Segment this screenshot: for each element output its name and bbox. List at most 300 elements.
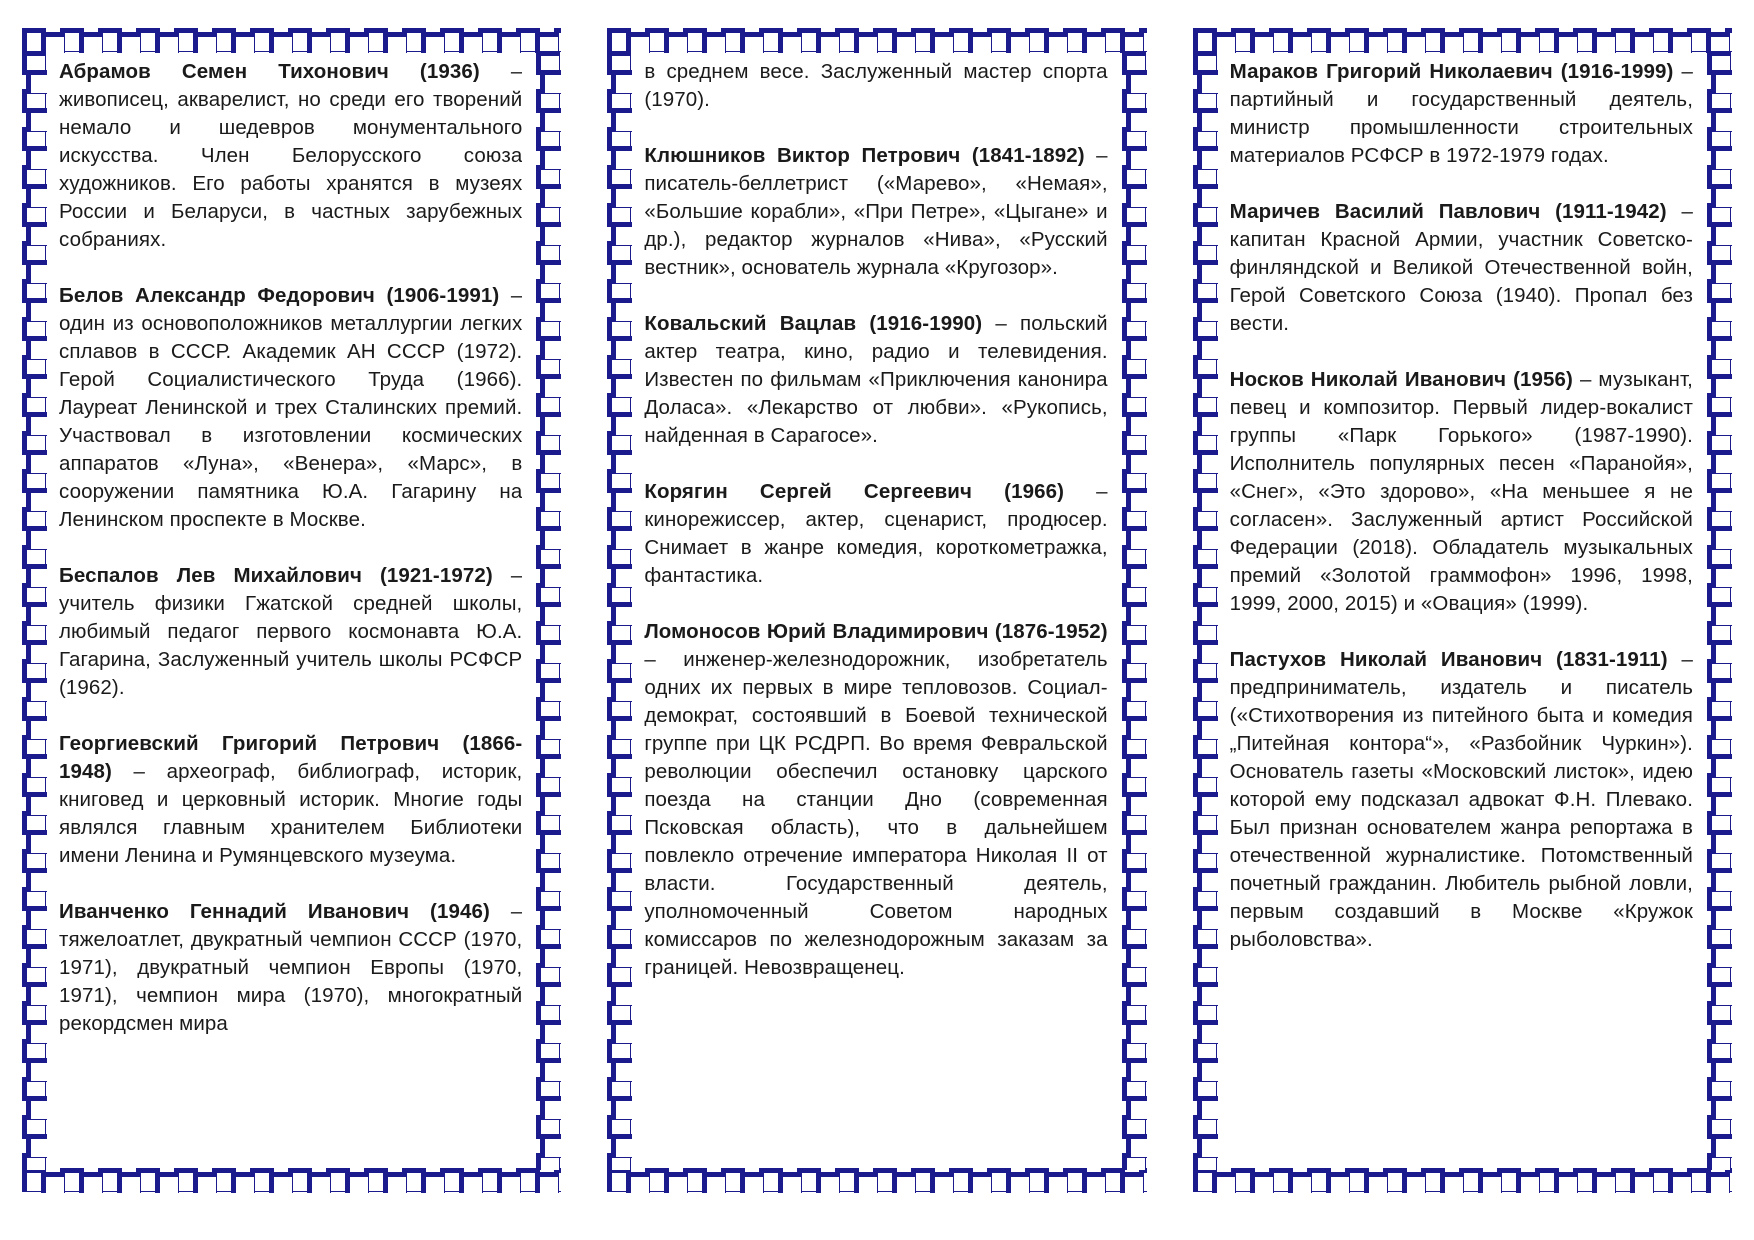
- border-square-icon: [26, 488, 47, 512]
- biography-entry: [1230, 366, 1693, 618]
- border-square-icon: [1197, 70, 1218, 94]
- border-square-icon: [1711, 716, 1732, 740]
- border-square-icon: [987, 28, 1011, 52]
- border-square-icon: [1711, 792, 1732, 816]
- border-square-icon: [1126, 336, 1147, 360]
- border-square-icon: [1711, 564, 1732, 588]
- border-square-icon: [536, 963, 560, 987]
- border-square-icon: [1126, 1134, 1147, 1158]
- border-square-icon: [459, 32, 483, 53]
- border-square-icon: [250, 28, 274, 52]
- border-square-icon: [345, 32, 369, 53]
- border-square-icon: [1197, 944, 1218, 968]
- border-square-icon: [1197, 868, 1218, 892]
- border-square-icon: [1707, 431, 1731, 455]
- border-square-icon: [212, 28, 236, 52]
- border-square-icon: [540, 868, 561, 892]
- border-square-icon: [1126, 70, 1147, 94]
- border-square-icon: [326, 28, 350, 52]
- border-square-icon: [1668, 32, 1692, 53]
- border-square-icon: [1707, 393, 1731, 417]
- border-square-icon: [536, 849, 560, 873]
- border-square-icon: [1193, 887, 1217, 911]
- border-square-icon: [1573, 28, 1597, 52]
- border-square-icon: [607, 925, 631, 949]
- border-square-icon: [1706, 1172, 1730, 1193]
- border-square-icon: [607, 773, 631, 797]
- border-square-icon: [1122, 507, 1146, 531]
- border-square-icon: [1326, 32, 1350, 53]
- border-square-icon: [1535, 1168, 1559, 1192]
- entry-name: Мараков Григорий Николаевич (1916-1999): [1229, 60, 1674, 83]
- border-square-icon: [873, 1168, 897, 1192]
- border-square-icon: [1711, 868, 1732, 892]
- border-square-icon: [1516, 32, 1540, 53]
- border-square-icon: [611, 602, 632, 626]
- border-square-icon: [1044, 32, 1068, 53]
- border-square-icon: [1197, 108, 1218, 132]
- entry-body: – тяжелоатлет, двукратный чемпион СССР (1970, 1971), двукратный чемпион Европы (1970, 1971), чемпион мира (1970), многократный рекордсмен мира: [59, 900, 523, 1035]
- border-square-icon: [1193, 1001, 1217, 1025]
- border-square-icon: [1668, 1172, 1692, 1193]
- border-square-icon: [611, 1020, 632, 1044]
- biography-entry: [59, 730, 522, 870]
- border-square-icon: [1193, 127, 1217, 151]
- border-square-icon: [607, 431, 631, 455]
- border-square-icon: [540, 564, 561, 588]
- border-square-icon: [540, 222, 561, 246]
- border-square-icon: [702, 32, 726, 53]
- border-square-icon: [1193, 51, 1217, 75]
- border-square-icon: [1440, 32, 1464, 53]
- border-square-icon: [797, 1168, 821, 1192]
- border-strip: [607, 1168, 1146, 1193]
- border-square-icon: [1193, 925, 1217, 949]
- border-square-icon: [1707, 355, 1731, 379]
- border-square-icon: [1126, 716, 1147, 740]
- border-square-icon: [892, 32, 916, 53]
- entry-name: Ломоносов Юрий Владимирович (1876-1952): [644, 620, 1108, 643]
- border-square-icon: [1725, 28, 1732, 52]
- border-square-icon: [540, 336, 561, 360]
- border-square-icon: [1707, 1077, 1731, 1101]
- border-square-icon: [307, 1172, 331, 1193]
- entry-name: Ковальский Вацлав (1916-1990): [644, 312, 983, 335]
- border-square-icon: [1122, 203, 1146, 227]
- border-square-icon: [1126, 1058, 1147, 1082]
- border-square-icon: [1122, 963, 1146, 987]
- border-square-icon: [1630, 1172, 1654, 1193]
- border-square-icon: [1383, 1168, 1407, 1192]
- border-square-icon: [26, 260, 47, 284]
- border-square-icon: [1122, 1153, 1146, 1170]
- border-square-icon: [1193, 355, 1217, 379]
- border-square-icon: [26, 868, 47, 892]
- border-square-icon: [1193, 241, 1217, 265]
- biography-entry: [644, 310, 1107, 450]
- border-square-icon: [1711, 754, 1732, 778]
- border-square-icon: [1711, 146, 1732, 170]
- border-square-icon: [497, 1172, 521, 1193]
- border-square-icon: [1122, 393, 1146, 417]
- border-square-icon: [1122, 1001, 1146, 1025]
- border-square-icon: [949, 28, 973, 52]
- border-square-icon: [26, 412, 47, 436]
- border-square-icon: [1126, 640, 1147, 664]
- entry-name: Маричев Василий Павлович (1911-1942): [1229, 200, 1667, 223]
- border-strip: [22, 1168, 561, 1193]
- entry-body: – инженер-железнодорожник, изобретатель одних их первых в мире тепловозов. Социал-демократ, состоявший в Боевой технической группе при ЦК РСДРП. Во время Февральской революции обеспечил остановку царского поезда на станции Дно (современная Псковская область), что в дальнейшем повлекло отречение императора Николая II от власти. Государственный деятель, уполномоченный Советом народных комиссаров по железнодорожным заказам за границей. Невозвращенец.: [644, 648, 1108, 979]
- border-strip: [22, 51, 47, 1170]
- border-square-icon: [1707, 583, 1731, 607]
- border-square-icon: [1288, 32, 1312, 53]
- border-square-icon: [607, 28, 631, 52]
- border-square-icon: [540, 146, 561, 170]
- border-square-icon: [949, 1168, 973, 1192]
- border-square-icon: [797, 28, 821, 52]
- border-square-icon: [611, 982, 632, 1006]
- border-square-icon: [1193, 469, 1217, 493]
- biography-entry: [644, 58, 1107, 114]
- border-square-icon: [540, 906, 561, 930]
- column-1-content: [59, 58, 522, 1163]
- border-square-icon: [26, 716, 47, 740]
- border-square-icon: [79, 32, 103, 53]
- entry-body: в среднем весе. Заслуженный мастер спорта (1970).: [644, 60, 1108, 111]
- border-square-icon: [987, 1168, 1011, 1192]
- biography-entry: [1230, 646, 1693, 954]
- border-square-icon: [540, 298, 561, 322]
- border-square-icon: [1707, 203, 1731, 227]
- border-square-icon: [536, 51, 560, 75]
- border-square-icon: [1122, 773, 1146, 797]
- border-square-icon: [1122, 849, 1146, 873]
- border-square-icon: [1711, 70, 1732, 94]
- border-square-icon: [721, 1168, 745, 1192]
- border-square-icon: [402, 28, 426, 52]
- border-square-icon: [1402, 1172, 1426, 1193]
- border-square-icon: [611, 1096, 632, 1120]
- border-square-icon: [193, 32, 217, 53]
- border-square-icon: [1250, 1172, 1274, 1193]
- border-square-icon: [250, 1168, 274, 1192]
- border-square-icon: [26, 792, 47, 816]
- border-square-icon: [607, 1001, 631, 1025]
- border-square-icon: [364, 1168, 388, 1192]
- border-square-icon: [1687, 28, 1711, 52]
- border-square-icon: [1126, 906, 1147, 930]
- border-square-icon: [1126, 450, 1147, 474]
- border-square-icon: [611, 298, 632, 322]
- border-square-icon: [1025, 1168, 1049, 1192]
- border-square-icon: [536, 735, 560, 759]
- border-square-icon: [1402, 32, 1426, 53]
- border-square-icon: [683, 1168, 707, 1192]
- border-square-icon: [1345, 1168, 1369, 1192]
- border-square-icon: [536, 507, 560, 531]
- border-square-icon: [26, 298, 47, 322]
- entry-body: – музыкант, певец и композитор. Первый лидер-вокалист группы «Парк Горького» (1987-1990). Исполнитель популярных песен «Паранойя», «Снег», «Это здорово», «На меньшее я не согласен». Заслуженный артист Российской Федерации (2018). Обладатель музыкальных премий «Золотой граммофон» 1996, 1998, 1999, 2000, 2015) и «Овация» (1999).: [1229, 368, 1693, 615]
- border-square-icon: [136, 28, 160, 52]
- border-square-icon: [1554, 1172, 1578, 1193]
- border-square-icon: [968, 32, 992, 53]
- border-square-icon: [611, 1134, 632, 1158]
- border-square-icon: [1193, 507, 1217, 531]
- border-square-icon: [1711, 526, 1732, 550]
- border-square-icon: [536, 127, 560, 151]
- border-square-icon: [607, 51, 631, 75]
- border-square-icon: [22, 241, 46, 265]
- border-square-icon: [611, 260, 632, 284]
- border-strip: [1122, 51, 1147, 1170]
- border-square-icon: [1535, 28, 1559, 52]
- border-square-icon: [911, 1168, 935, 1192]
- border-square-icon: [1122, 279, 1146, 303]
- border-square-icon: [536, 1001, 560, 1025]
- border-square-icon: [540, 792, 561, 816]
- border-square-icon: [22, 1039, 46, 1063]
- border-square-icon: [611, 640, 632, 664]
- border-square-icon: [873, 28, 897, 52]
- border-square-icon: [1516, 1172, 1540, 1193]
- border-square-icon: [540, 982, 561, 1006]
- border-square-icon: [1707, 317, 1731, 341]
- border-square-icon: [41, 1172, 65, 1193]
- border-square-icon: [1197, 1058, 1218, 1082]
- border-square-icon: [536, 89, 560, 113]
- border-square-icon: [22, 583, 46, 607]
- border-square-icon: [1122, 545, 1146, 569]
- border-square-icon: [1063, 1168, 1087, 1192]
- border-square-icon: [497, 32, 521, 53]
- border-square-icon: [540, 260, 561, 284]
- border-square-icon: [269, 1172, 293, 1193]
- border-square-icon: [540, 488, 561, 512]
- border-square-icon: [440, 28, 464, 52]
- border-square-icon: [535, 1172, 559, 1193]
- border-square-icon: [1707, 887, 1731, 911]
- border-square-icon: [536, 621, 560, 645]
- border-square-icon: [26, 564, 47, 588]
- entry-name: Корягин Сергей Сергеевич (1966): [644, 480, 1064, 503]
- border-square-icon: [611, 374, 632, 398]
- border-square-icon: [626, 1172, 650, 1193]
- border-square-icon: [1193, 1153, 1217, 1170]
- border-square-icon: [1197, 1134, 1218, 1158]
- border-square-icon: [536, 773, 560, 797]
- border-square-icon: [607, 165, 631, 189]
- border-square-icon: [364, 28, 388, 52]
- border-square-icon: [1126, 678, 1147, 702]
- border-square-icon: [607, 963, 631, 987]
- border-square-icon: [1711, 830, 1732, 854]
- border-square-icon: [540, 830, 561, 854]
- border-square-icon: [1122, 583, 1146, 607]
- border-square-icon: [1193, 963, 1217, 987]
- border-square-icon: [1711, 336, 1732, 360]
- border-square-icon: [611, 412, 632, 436]
- border-square-icon: [1478, 1172, 1502, 1193]
- border-square-icon: [611, 108, 632, 132]
- border-square-icon: [22, 697, 46, 721]
- border-square-icon: [1122, 89, 1146, 113]
- border-square-icon: [1711, 488, 1732, 512]
- border-square-icon: [911, 28, 935, 52]
- border-square-icon: [478, 1168, 502, 1192]
- border-square-icon: [1126, 488, 1147, 512]
- border-square-icon: [516, 28, 540, 52]
- border-square-icon: [1307, 1168, 1331, 1192]
- border-square-icon: [1126, 754, 1147, 778]
- border-square-icon: [1459, 1168, 1483, 1192]
- border-square-icon: [536, 165, 560, 189]
- border-square-icon: [540, 70, 561, 94]
- border-square-icon: [22, 925, 46, 949]
- border-square-icon: [1212, 1172, 1236, 1193]
- border-square-icon: [1707, 241, 1731, 265]
- border-square-icon: [540, 602, 561, 626]
- border-square-icon: [1193, 735, 1217, 759]
- border-square-icon: [22, 773, 46, 797]
- border-square-icon: [1707, 659, 1731, 683]
- border-square-icon: [1554, 32, 1578, 53]
- border-square-icon: [1193, 583, 1217, 607]
- border-square-icon: [1269, 1168, 1293, 1192]
- border-square-icon: [1193, 697, 1217, 721]
- border-square-icon: [683, 28, 707, 52]
- border-square-icon: [1193, 1077, 1217, 1101]
- border-square-icon: [1025, 28, 1049, 52]
- border-square-icon: [1592, 32, 1616, 53]
- border-square-icon: [1197, 146, 1218, 170]
- border-square-icon: [26, 222, 47, 246]
- border-square-icon: [1139, 1168, 1146, 1192]
- border-square-icon: [22, 1077, 46, 1101]
- border-square-icon: [1573, 1168, 1597, 1192]
- border-square-icon: [930, 32, 954, 53]
- border-square-icon: [1193, 28, 1217, 52]
- border-square-icon: [607, 355, 631, 379]
- border-square-icon: [816, 32, 840, 53]
- border-square-icon: [22, 469, 46, 493]
- border-square-icon: [740, 32, 764, 53]
- border-square-icon: [22, 811, 46, 835]
- border-square-icon: [611, 146, 632, 170]
- border-square-icon: [1006, 1172, 1030, 1193]
- border-square-icon: [1126, 526, 1147, 550]
- border-square-icon: [930, 1172, 954, 1193]
- border-square-icon: [26, 906, 47, 930]
- border-square-icon: [1711, 678, 1732, 702]
- border-square-icon: [664, 1172, 688, 1193]
- entry-name: Белов Александр Федорович (1906-1991): [59, 284, 500, 307]
- border-square-icon: [536, 203, 560, 227]
- border-square-icon: [26, 640, 47, 664]
- border-square-icon: [611, 944, 632, 968]
- biography-entry: [59, 282, 522, 534]
- entry-name: Пастухов Николай Иванович (1831-1911): [1229, 648, 1668, 671]
- border-square-icon: [611, 526, 632, 550]
- border-square-icon: [536, 1153, 560, 1170]
- border-square-icon: [212, 1168, 236, 1192]
- border-square-icon: [1711, 1020, 1732, 1044]
- border-square-icon: [1197, 982, 1218, 1006]
- border-square-icon: [611, 716, 632, 740]
- border-square-icon: [607, 393, 631, 417]
- border-square-icon: [1364, 1172, 1388, 1193]
- border-square-icon: [22, 1168, 46, 1192]
- border-square-icon: [22, 735, 46, 759]
- border-square-icon: [1197, 792, 1218, 816]
- border-square-icon: [421, 32, 445, 53]
- border-square-icon: [1706, 32, 1730, 53]
- border-square-icon: [540, 754, 561, 778]
- border-square-icon: [1139, 28, 1146, 52]
- biography-entry: [644, 142, 1107, 282]
- border-square-icon: [1126, 1096, 1147, 1120]
- border-square-icon: [1212, 32, 1236, 53]
- border-square-icon: [607, 89, 631, 113]
- border-square-icon: [26, 1096, 47, 1120]
- border-square-icon: [1288, 1172, 1312, 1193]
- border-square-icon: [540, 108, 561, 132]
- border-square-icon: [22, 127, 46, 151]
- border-square-icon: [536, 431, 560, 455]
- border-strip: [536, 51, 561, 1170]
- border-square-icon: [1197, 526, 1218, 550]
- border-square-icon: [536, 659, 560, 683]
- border-square-icon: [26, 336, 47, 360]
- border-square-icon: [1197, 412, 1218, 436]
- border-square-icon: [536, 887, 560, 911]
- border-square-icon: [1478, 32, 1502, 53]
- border-square-icon: [1063, 28, 1087, 52]
- border-square-icon: [759, 28, 783, 52]
- border-square-icon: [1122, 431, 1146, 455]
- border-square-icon: [1193, 621, 1217, 645]
- border-square-icon: [26, 602, 47, 626]
- border-square-icon: [1707, 89, 1731, 113]
- border-square-icon: [1711, 374, 1732, 398]
- border-square-icon: [607, 811, 631, 835]
- border-square-icon: [22, 28, 46, 52]
- border-square-icon: [307, 32, 331, 53]
- border-square-icon: [1649, 28, 1673, 52]
- border-square-icon: [607, 317, 631, 341]
- border-square-icon: [540, 450, 561, 474]
- biography-entry: [1230, 198, 1693, 338]
- border-square-icon: [536, 279, 560, 303]
- entry-name: Иванченко Геннадий Иванович (1946): [59, 900, 490, 923]
- border-square-icon: [607, 849, 631, 873]
- entry-name: Абрамов Семен Тихонович (1936): [59, 60, 480, 83]
- border-square-icon: [611, 564, 632, 588]
- border-square-icon: [1193, 811, 1217, 835]
- border-square-icon: [1122, 127, 1146, 151]
- entry-name: Клюшников Виктор Петрович (1841-1892): [644, 144, 1085, 167]
- border-square-icon: [1122, 887, 1146, 911]
- border-square-icon: [854, 1172, 878, 1193]
- border-square-icon: [1711, 222, 1732, 246]
- entry-body: – один из основоположников металлургии легких сплавов в СССР. Академик АН СССР (1972). Герой Социалистического Труда (1966). Лауреат Ленинской и трех Сталинских премий. Участвовал в изготовлении космических аппаратов «Луна», «Венера», «Марс», в сооружении памятника Ю.А. Гагарину на Ленинском проспекте в Москве.: [59, 284, 523, 531]
- border-square-icon: [536, 241, 560, 265]
- border-square-icon: [1122, 697, 1146, 721]
- entry-name: Беспалов Лев Михайлович (1921-1972): [59, 564, 493, 587]
- border-square-icon: [554, 28, 561, 52]
- border-square-icon: [1101, 1168, 1125, 1192]
- border-square-icon: [536, 355, 560, 379]
- border-square-icon: [1126, 830, 1147, 854]
